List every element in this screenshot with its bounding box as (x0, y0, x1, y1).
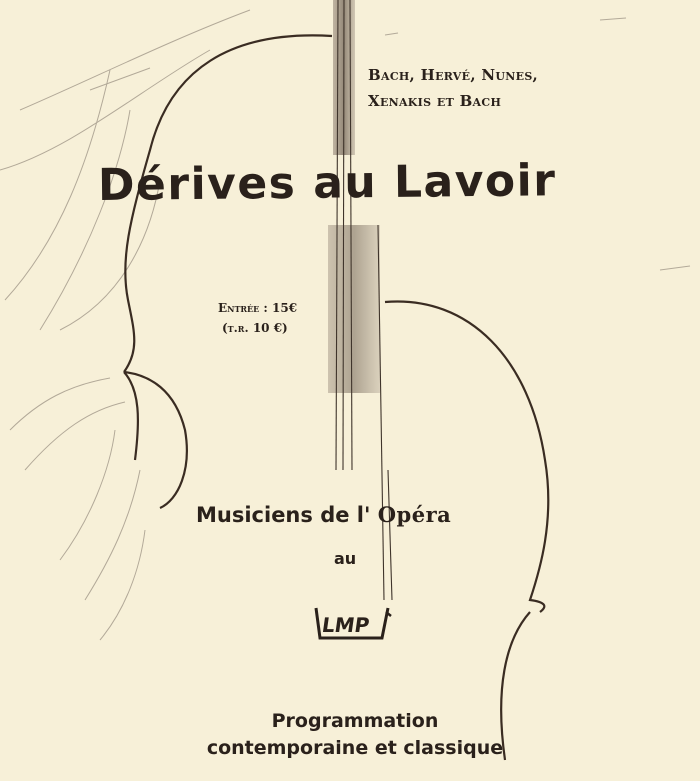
event-title: Dérives au Lavoir (97, 155, 557, 211)
lmp-logo (312, 604, 396, 646)
composer-line-2: Xenakis et Bach (368, 92, 502, 110)
composer-list (368, 62, 668, 114)
musicians-line (196, 502, 516, 527)
program-description (150, 708, 560, 762)
reduced-price: (t.r. 10 €) (222, 321, 288, 335)
connector-text: au (334, 549, 357, 568)
composer-line-1: Bach, Hervé, Nunes, (368, 66, 539, 84)
logo-lettering: LMP (320, 613, 371, 637)
entry-price: Entrée : 15€ (218, 301, 298, 315)
program-line-1: Programmation (271, 710, 439, 732)
program-line-2: contemporaine et classique (206, 737, 504, 759)
musicians-prefix: Musiciens de l' (196, 503, 378, 527)
ticket-prices (218, 298, 358, 338)
opera-word: Opéra (377, 502, 452, 527)
